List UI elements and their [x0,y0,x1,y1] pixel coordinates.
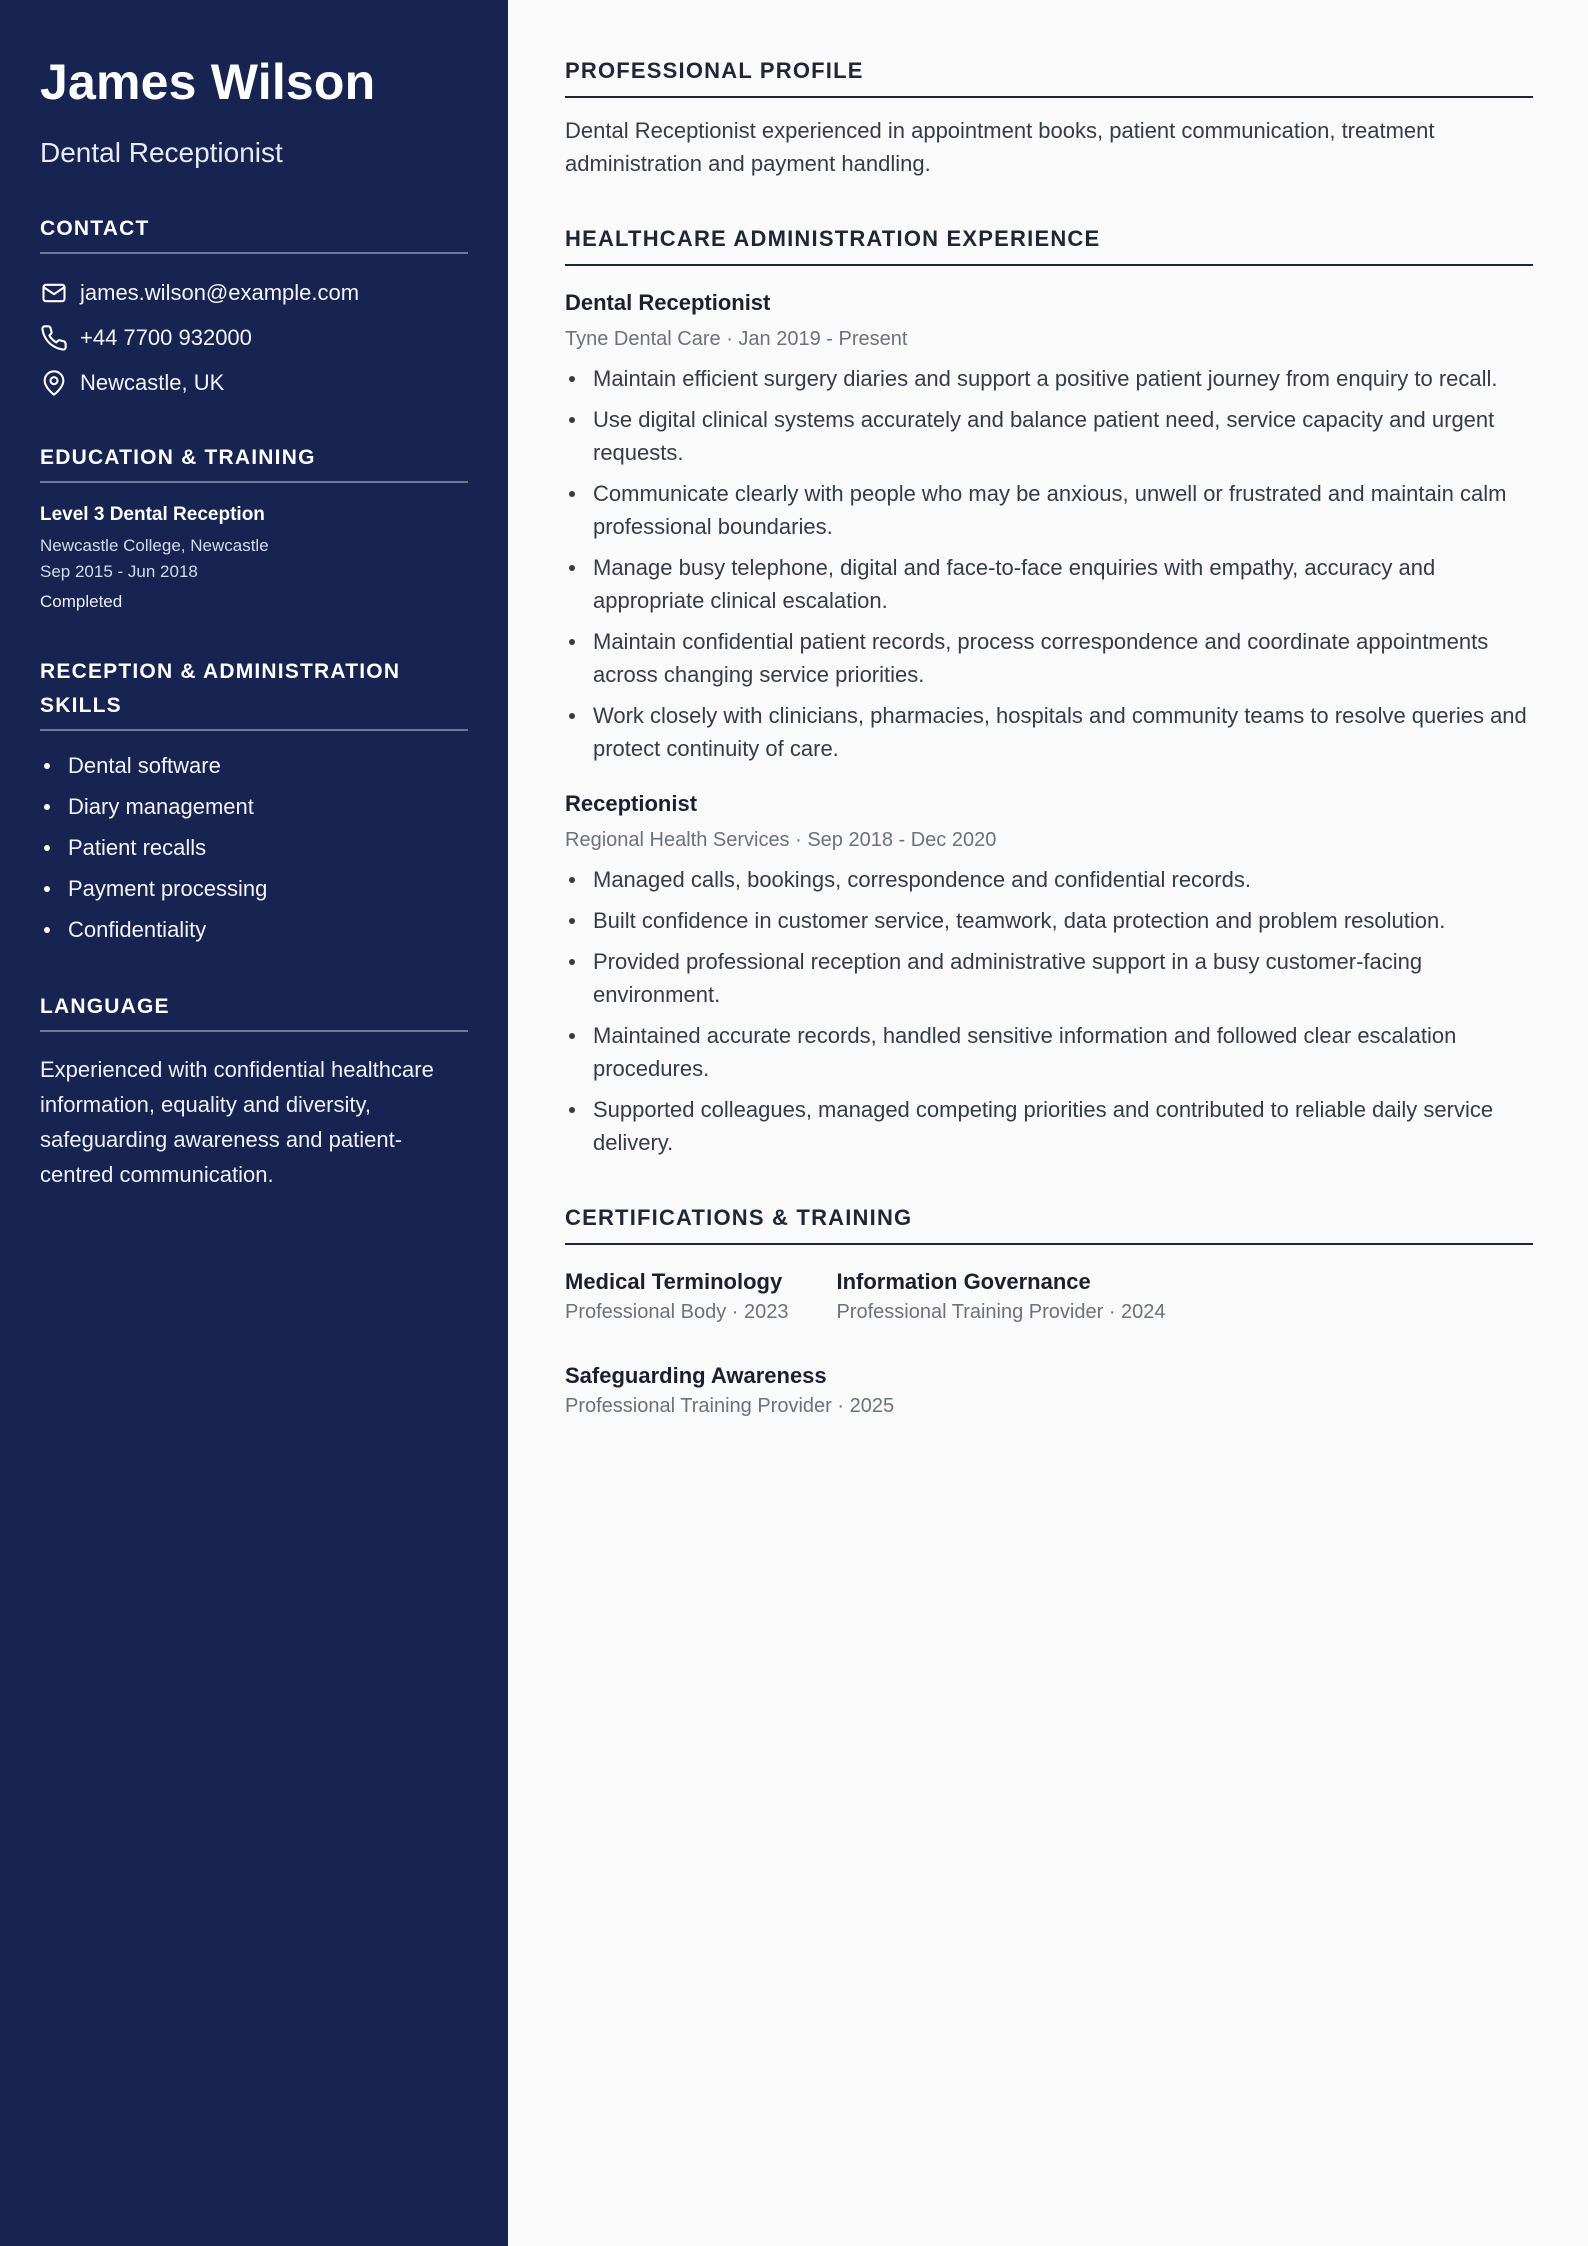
job-title: Receptionist [565,791,698,816]
certification-title: Information Governance [836,1269,1091,1294]
phone-icon [40,324,68,352]
job-bullets [565,863,1533,1159]
list-item: Supported colleagues, managed competing priorities and contributed to reliable daily service delivery. [565,1093,1533,1159]
job-entry [565,789,1533,1159]
certification-item [565,1361,1485,1421]
experience-section [565,220,1533,1159]
job-entry [565,288,1533,765]
job-meta: Tyne Dental Care · Jan 2019 - Present [565,328,908,350]
skills-section [40,655,468,950]
job-meta: Regional Health Services · Sep 2018 - Dec 2020 [565,829,997,851]
profile-section [565,52,1533,180]
email-text: james.wilson@example.com [80,279,360,305]
certification-meta: Professional Training Provider · 2025 [565,1395,895,1417]
certification-item [836,1267,1165,1327]
list-item: Built confidence in customer service, teamwork, data protection and problem resolution. [565,904,1533,937]
list-item: Diary management [40,786,468,827]
list-item: Confidentiality [40,909,468,950]
list-item: Communicate clearly with people who may be anxious, unwell or frustrated and maintain calm professional boundaries. [565,477,1533,543]
candidate-role: Dental Receptionist [40,137,283,168]
sidebar [0,0,508,2246]
list-item: Use digital clinical systems accurately and balance patient need, service capacity and urgent requests. [565,403,1533,469]
list-item: Maintain confidential patient records, process correspondence and coordinate appointments across changing service priorities. [565,625,1533,691]
certification-meta: Professional Body · 2023 [565,1301,789,1323]
language-text: Experienced with confidential healthcare information, equality and diversity, safeguarding awareness and patient-centred communication. [40,1057,434,1187]
education-title: Level 3 Dental Reception [40,504,265,525]
list-item: Work closely with clinicians, pharmacies, hospitals and community teams to resolve queries and protect continuity of care. [565,699,1533,765]
education-status: Completed [40,592,123,611]
experience-heading: HEALTHCARE ADMINISTRATION EXPERIENCE [565,220,1533,266]
skills-heading: RECEPTION & ADMINISTRATION SKILLS [40,655,468,731]
education-school: Newcastle College, Newcastle [40,536,269,555]
contact-section [40,212,468,405]
list-item: Payment processing [40,868,468,909]
education-dates: Sep 2015 - Jun 2018 [40,562,198,581]
list-item: Manage busy telephone, digital and face-to-face enquiries with empathy, accuracy and appropriate clinical escalation. [565,551,1533,617]
list-item: Maintained accurate records, handled sensitive information and followed clear escalation procedures. [565,1019,1533,1085]
education-section [40,441,468,615]
certifications-heading: CERTIFICATIONS & TRAINING [565,1199,1533,1245]
phone-text: +44 7700 932000 [80,324,252,350]
list-item: Dental software [40,745,468,786]
list-item: Managed calls, bookings, correspondence and confidential records. [565,863,1533,896]
language-heading: LANGUAGE [40,990,468,1032]
certification-item [565,1267,788,1327]
certification-title: Safeguarding Awareness [565,1363,827,1388]
certifications-section [565,1199,1533,1421]
skills-list [40,745,468,950]
list-item: Maintain efficient surgery diaries and support a positive patient journey from enquiry to recall. [565,362,1533,395]
list-item: Patient recalls [40,827,468,868]
list-item: Provided professional reception and administrative support in a busy customer-facing environment. [565,945,1533,1011]
contact-location [40,360,468,405]
language-section [40,990,468,1192]
main-content [565,52,1533,1421]
certification-title: Medical Terminology [565,1269,783,1294]
location-pin-icon [40,369,68,397]
certifications-list [565,1267,1533,1421]
contact-email[interactable] [40,270,468,315]
education-heading: EDUCATION & TRAINING [40,441,468,483]
mail-icon [40,279,68,307]
profile-text: Dental Receptionist experienced in appointment books, patient communication, treatment administration and payment handling. [565,118,1435,176]
candidate-name: James Wilson [40,54,376,110]
contact-phone[interactable] [40,315,468,360]
certification-meta: Professional Training Provider · 2024 [836,1301,1166,1323]
job-title: Dental Receptionist [565,290,771,315]
location-text: Newcastle, UK [80,369,225,395]
job-bullets [565,362,1533,765]
profile-heading: PROFESSIONAL PROFILE [565,52,1533,98]
contact-heading: CONTACT [40,212,468,254]
